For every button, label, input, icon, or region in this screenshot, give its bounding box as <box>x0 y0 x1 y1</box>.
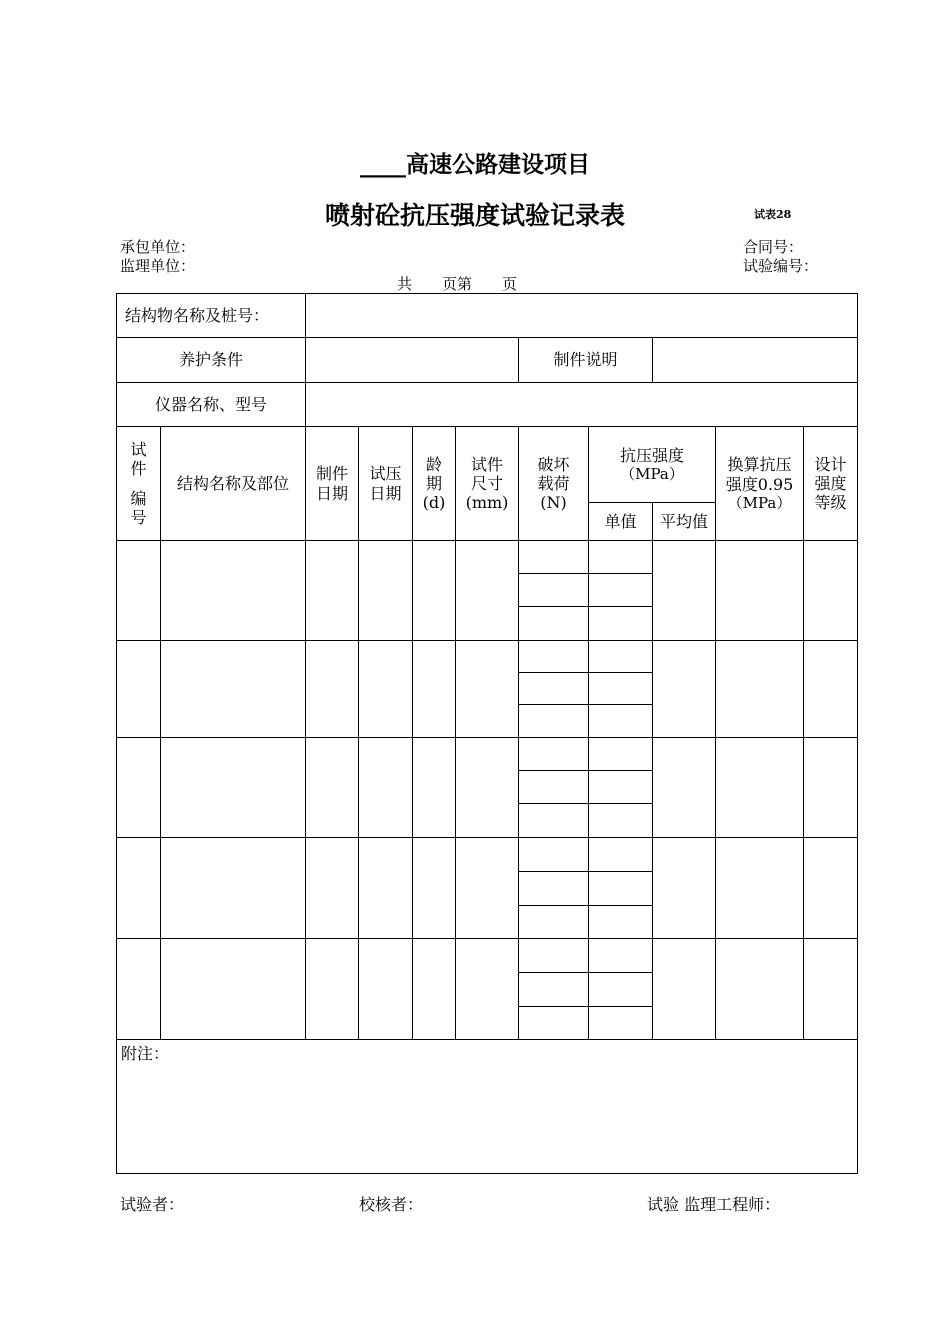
cell-single[interactable] <box>589 738 653 771</box>
cell-single[interactable] <box>589 641 653 673</box>
cell-average[interactable] <box>653 541 716 641</box>
cell-average[interactable] <box>653 939 716 1040</box>
cell-single[interactable] <box>589 574 653 607</box>
cell-single[interactable] <box>589 1007 653 1040</box>
cell-age[interactable] <box>413 838 456 939</box>
cell-test-date[interactable] <box>359 838 413 939</box>
checker-label: 校核者： <box>359 1195 424 1214</box>
cell-load[interactable] <box>519 939 589 973</box>
cell-single[interactable] <box>589 705 653 738</box>
col-average: 平均值 <box>653 503 716 541</box>
cell-make-date[interactable] <box>306 641 359 738</box>
cell-average[interactable] <box>653 641 716 738</box>
cell-average[interactable] <box>653 838 716 939</box>
project-title: ____高速公路建设项目 <box>360 151 590 178</box>
cell-load[interactable] <box>519 705 589 738</box>
col-specimen-no-b: 编号 <box>130 488 147 527</box>
instrument-value[interactable] <box>306 383 858 427</box>
table-row <box>117 939 858 973</box>
notes-label: 附注： <box>121 1044 170 1063</box>
col-specimen-no-a: 试件 <box>130 440 147 479</box>
cell-structure-part[interactable] <box>161 541 306 641</box>
col-size: 试件尺寸 (mm) <box>456 427 519 541</box>
col-single: 单值 <box>589 503 653 541</box>
instrument-label: 仪器名称、型号 <box>117 383 306 427</box>
curing-value[interactable] <box>306 338 519 383</box>
table-row <box>117 738 858 771</box>
cell-age[interactable] <box>413 939 456 1040</box>
col-structure-part: 结构名称及部位 <box>161 427 306 541</box>
cell-load[interactable] <box>519 738 589 771</box>
col-age: 龄期 (d) <box>413 427 456 541</box>
cell-specimen-no[interactable] <box>117 541 161 641</box>
cell-load[interactable] <box>519 673 589 705</box>
cell-test-date[interactable] <box>359 641 413 738</box>
cell-single[interactable] <box>589 939 653 973</box>
cell-converted[interactable] <box>716 541 804 641</box>
cell-design-grade[interactable] <box>804 738 858 838</box>
cell-load[interactable] <box>519 1007 589 1040</box>
cell-load[interactable] <box>519 973 589 1007</box>
curing-label: 养护条件 <box>117 338 306 383</box>
page-info: 共 页第 页 <box>397 275 518 293</box>
record-table <box>116 293 858 1174</box>
table-row <box>117 541 858 574</box>
structure-value[interactable] <box>306 294 858 338</box>
cell-structure-part[interactable] <box>161 641 306 738</box>
cell-size[interactable] <box>456 838 519 939</box>
table-row <box>117 838 858 872</box>
cell-specimen-no[interactable] <box>117 939 161 1040</box>
cell-structure-part[interactable] <box>161 838 306 939</box>
col-test-date: 试压日期 <box>359 427 413 541</box>
specimen-note-value[interactable] <box>653 338 858 383</box>
cell-make-date[interactable] <box>306 738 359 838</box>
cell-single[interactable] <box>589 838 653 872</box>
col-specimen-no <box>117 427 161 541</box>
cell-single[interactable] <box>589 673 653 705</box>
cell-age[interactable] <box>413 641 456 738</box>
col-strength: 抗压强度 （MPa） <box>589 427 716 503</box>
cell-design-grade[interactable] <box>804 641 858 738</box>
cell-structure-part[interactable] <box>161 738 306 838</box>
contractor-label: 承包单位： <box>120 238 196 256</box>
cell-single[interactable] <box>589 872 653 906</box>
test-no-label: 试验编号： <box>743 257 819 275</box>
cell-load[interactable] <box>519 541 589 574</box>
supervisor-label: 监理单位： <box>120 257 196 275</box>
col-load: 破坏载荷 (N) <box>519 427 589 541</box>
cell-age[interactable] <box>413 541 456 641</box>
cell-load[interactable] <box>519 607 589 641</box>
cell-load[interactable] <box>519 906 589 939</box>
cell-size[interactable] <box>456 939 519 1040</box>
col-converted: 换算抗压强度0.95 （MPa） <box>716 427 804 541</box>
table-row <box>117 641 858 673</box>
cell-size[interactable] <box>456 541 519 641</box>
cell-converted[interactable] <box>716 838 804 939</box>
col-design-grade: 设计强度等级 <box>804 427 858 541</box>
cell-single[interactable] <box>589 541 653 574</box>
cell-make-date[interactable] <box>306 939 359 1040</box>
cell-test-date[interactable] <box>359 738 413 838</box>
engineer-label: 试验 监理工程师： <box>647 1195 781 1214</box>
structure-label: 结构物名称及桩号： <box>117 294 306 338</box>
notes-cell[interactable] <box>117 1040 858 1174</box>
cell-make-date[interactable] <box>306 541 359 641</box>
cell-load[interactable] <box>519 838 589 872</box>
form-number: 试表28 <box>754 208 792 221</box>
tester-label: 试验者： <box>120 1195 185 1214</box>
cell-size[interactable] <box>456 641 519 738</box>
col-make-date: 制件日期 <box>306 427 359 541</box>
cell-converted[interactable] <box>716 738 804 838</box>
cell-size[interactable] <box>456 738 519 838</box>
cell-average[interactable] <box>653 738 716 838</box>
cell-load[interactable] <box>519 574 589 607</box>
cell-single[interactable] <box>589 973 653 1007</box>
cell-single[interactable] <box>589 771 653 804</box>
cell-age[interactable] <box>413 738 456 838</box>
cell-single[interactable] <box>589 607 653 641</box>
cell-design-grade[interactable] <box>804 939 858 1040</box>
cell-design-grade[interactable] <box>804 838 858 939</box>
cell-specimen-no[interactable] <box>117 838 161 939</box>
cell-load[interactable] <box>519 872 589 906</box>
cell-specimen-no[interactable] <box>117 641 161 738</box>
cell-structure-part[interactable] <box>161 939 306 1040</box>
cell-load[interactable] <box>519 641 589 673</box>
cell-single[interactable] <box>589 906 653 939</box>
cell-specimen-no[interactable] <box>117 738 161 838</box>
cell-design-grade[interactable] <box>804 541 858 641</box>
specimen-note-label: 制件说明 <box>519 338 653 383</box>
form-title: 喷射砼抗压强度试验记录表 <box>324 201 625 230</box>
cell-test-date[interactable] <box>359 939 413 1040</box>
contract-no-label: 合同号： <box>743 238 804 256</box>
cell-converted[interactable] <box>716 939 804 1040</box>
cell-single[interactable] <box>589 804 653 838</box>
cell-test-date[interactable] <box>359 541 413 641</box>
cell-converted[interactable] <box>716 641 804 738</box>
cell-make-date[interactable] <box>306 838 359 939</box>
cell-load[interactable] <box>519 804 589 838</box>
cell-load[interactable] <box>519 771 589 804</box>
